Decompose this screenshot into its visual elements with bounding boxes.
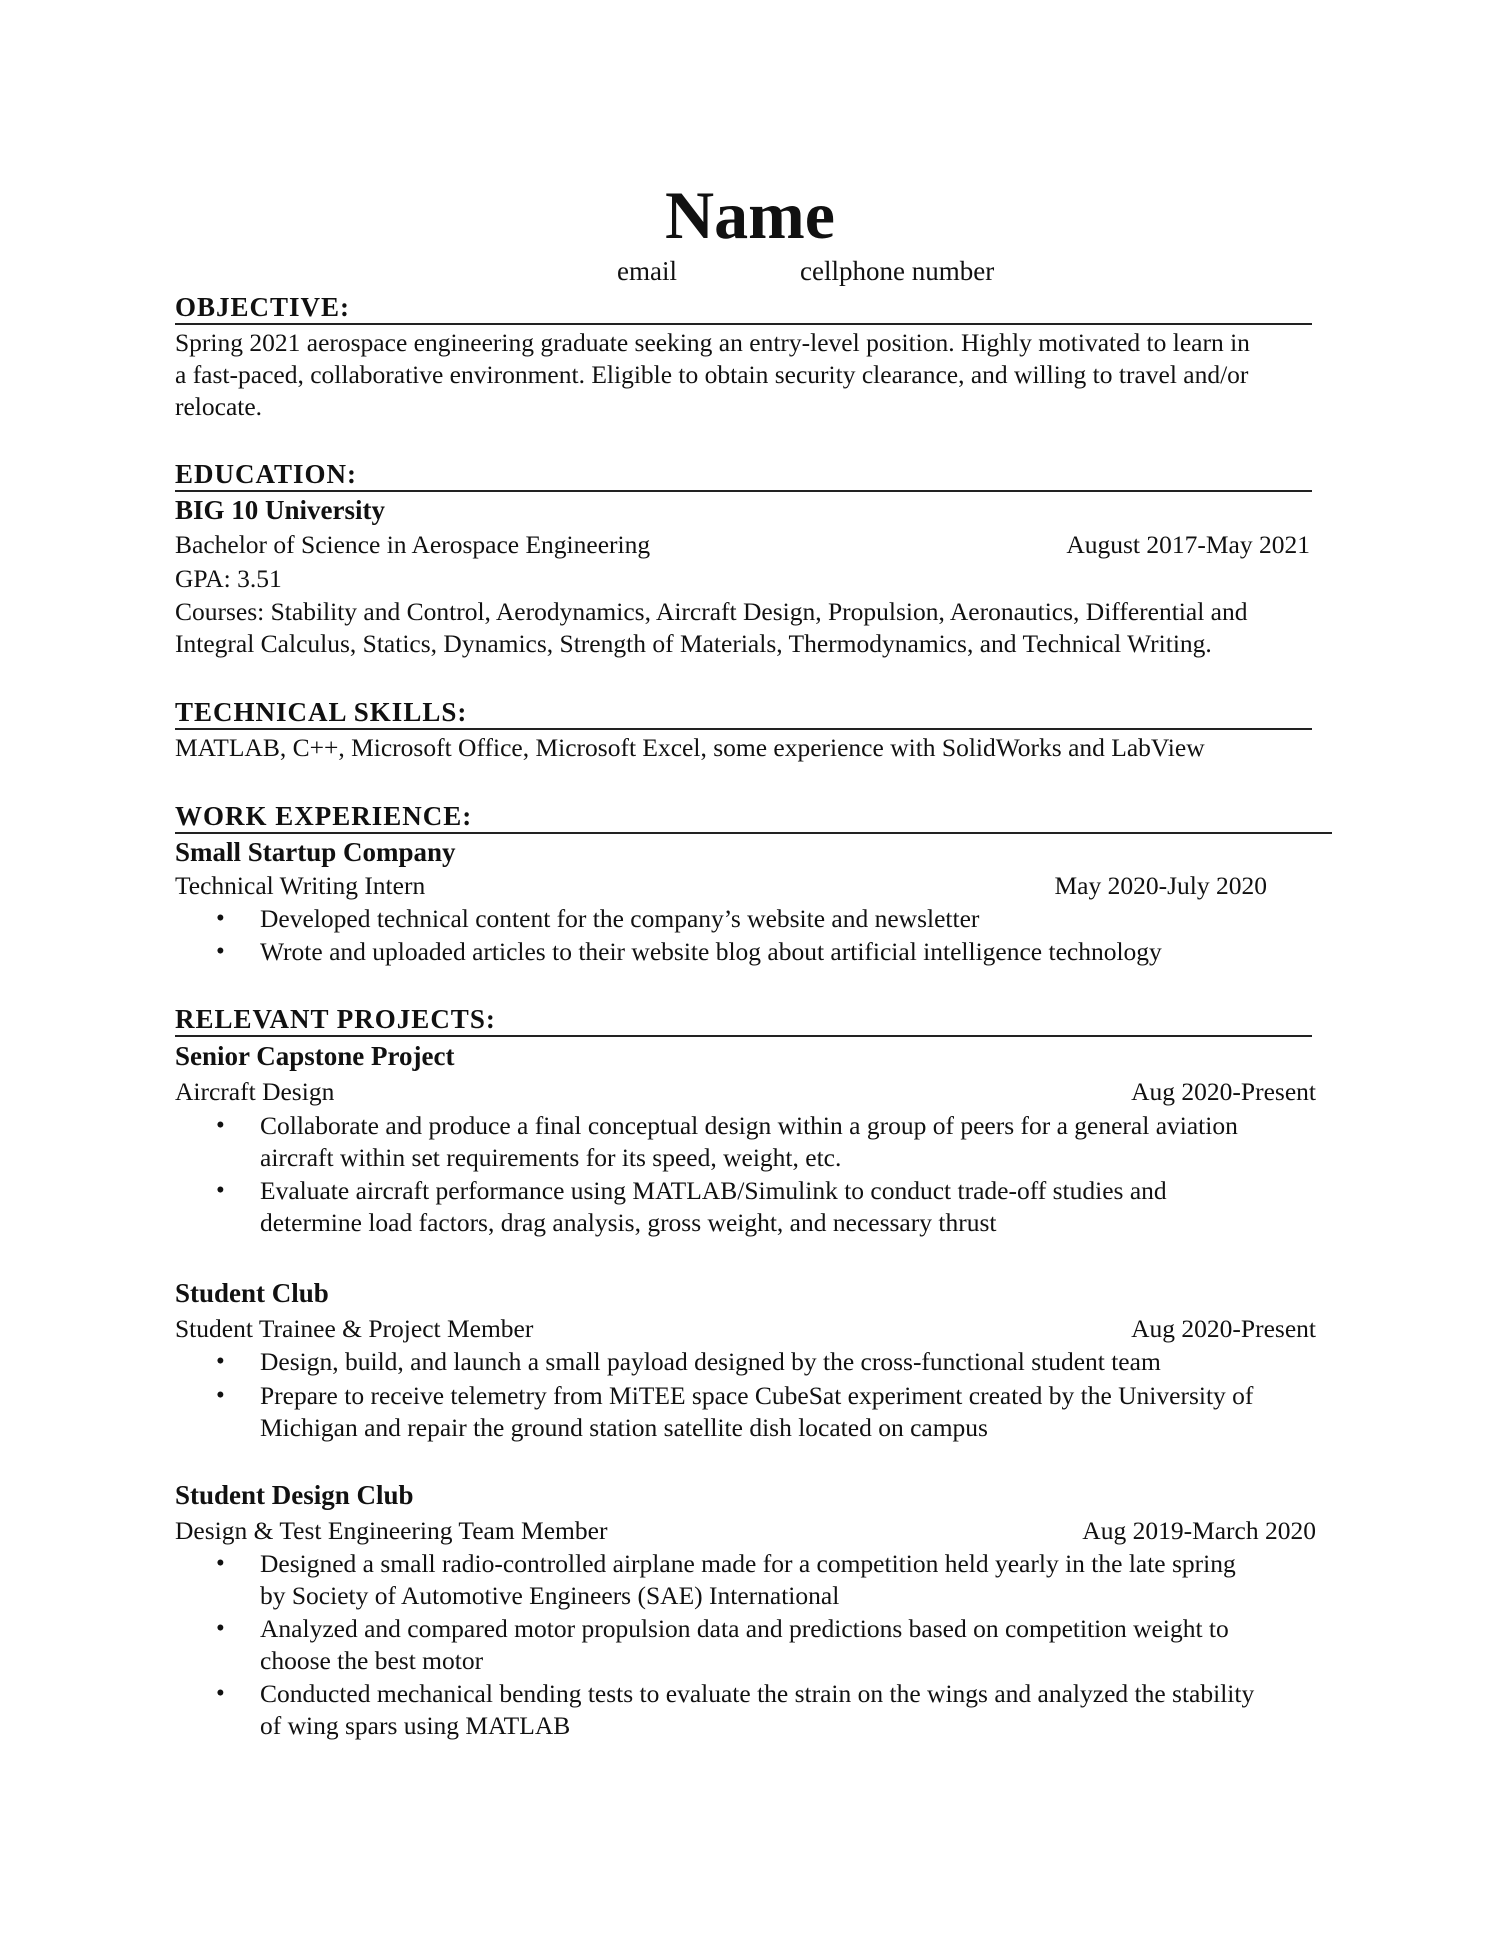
bullet: • xyxy=(216,1680,225,1707)
school-name: BIG 10 University xyxy=(175,495,386,525)
work-heading: WORK EXPERIENCE: xyxy=(175,801,473,831)
project-dates: Aug 2020-Present xyxy=(1131,1314,1316,1343)
project-bullet-line: Design, build, and launch a small payload designed by the cross-functional student team xyxy=(260,1347,1161,1376)
bullet: • xyxy=(216,1112,225,1139)
objective-line: Spring 2021 aerospace engineering graduate seeking an entry-level position. Highly motivated to learn in xyxy=(175,328,1250,357)
project-bullet-line: Conducted mechanical bending tests to evaluate the strain on the wings and analyzed the stability xyxy=(260,1679,1255,1708)
work-bullet: Wrote and uploaded articles to their website blog about artificial intelligence technology xyxy=(260,937,1162,966)
resume-name: Name xyxy=(665,177,835,253)
project-bullet-line: choose the best motor xyxy=(260,1646,484,1675)
project-dates: Aug 2019-March 2020 xyxy=(1082,1516,1316,1545)
work-dates: May 2020-July 2020 xyxy=(1054,871,1267,900)
bullet: • xyxy=(216,1615,225,1642)
bullet: • xyxy=(216,905,225,932)
project-bullet-line: determine load factors, drag analysis, gross weight, and necessary thrust xyxy=(260,1208,997,1237)
project-dates: Aug 2020-Present xyxy=(1131,1077,1316,1106)
work-role: Technical Writing Intern xyxy=(175,871,426,900)
project-role: Aircraft Design xyxy=(175,1077,335,1106)
project-role: Student Trainee & Project Member xyxy=(175,1314,534,1343)
skills-rule xyxy=(175,728,1312,730)
email: email xyxy=(617,256,677,286)
project-bullet-line: aircraft within set requirements for its speed, weight, etc. xyxy=(260,1143,842,1172)
education-rule xyxy=(175,490,1312,492)
education-dates: August 2017-May 2021 xyxy=(1066,530,1310,559)
project-bullet-line: Designed a small radio-controlled airplane made for a competition held yearly in the late spring xyxy=(260,1549,1236,1578)
project-bullet-line: Michigan and repair the ground station satellite dish located on campus xyxy=(260,1413,988,1442)
project-bullet-line: Prepare to receive telemetry from MiTEE space CubeSat experiment created by the University of xyxy=(260,1381,1254,1410)
bullet: • xyxy=(216,1382,225,1409)
courses-line: Integral Calculus, Statics, Dynamics, Strength of Materials, Thermodynamics, and Technical Writing. xyxy=(175,629,1212,658)
objective-rule xyxy=(175,323,1312,325)
project-role: Design & Test Engineering Team Member xyxy=(175,1516,608,1545)
bullet: • xyxy=(216,1177,225,1204)
project-bullet-line: by Society of Automotive Engineers (SAE) International xyxy=(260,1581,840,1610)
education-heading: EDUCATION: xyxy=(175,459,358,489)
skills-heading: TECHNICAL SKILLS: xyxy=(175,697,468,727)
company-name: Small Startup Company xyxy=(175,837,456,867)
gpa: GPA: 3.51 xyxy=(175,564,282,593)
project-name: Senior Capstone Project xyxy=(175,1041,455,1071)
courses-line: Courses: Stability and Control, Aerodynamics, Aircraft Design, Propulsion, Aeronautics, Differential and xyxy=(175,597,1248,626)
objective-line: relocate. xyxy=(175,392,263,421)
work-rule xyxy=(175,832,1332,834)
cellphone: cellphone number xyxy=(800,256,995,286)
bullet: • xyxy=(216,938,225,965)
skills-text: MATLAB, C++, Microsoft Office, Microsoft Excel, some experience with SolidWorks and LabView xyxy=(175,733,1205,762)
project-name: Student Club xyxy=(175,1278,329,1308)
project-bullet-line: of wing spars using MATLAB xyxy=(260,1711,571,1740)
project-bullet-line: Evaluate aircraft performance using MATLAB/Simulink to conduct trade-off studies and xyxy=(260,1176,1167,1205)
project-bullet-line: Analyzed and compared motor propulsion data and predictions based on competition weight to xyxy=(260,1614,1229,1643)
bullet: • xyxy=(216,1550,225,1577)
degree: Bachelor of Science in Aerospace Engineering xyxy=(175,530,651,559)
work-bullet: Developed technical content for the company’s website and newsletter xyxy=(260,904,980,933)
project-bullet-line: Collaborate and produce a final conceptual design within a group of peers for a general aviation xyxy=(260,1111,1238,1140)
objective-line: a fast-paced, collaborative environment. Eligible to obtain security clearance, and willing to travel and/or xyxy=(175,360,1249,389)
bullet: • xyxy=(216,1348,225,1375)
projects-heading: RELEVANT PROJECTS: xyxy=(175,1004,496,1034)
projects-rule xyxy=(175,1035,1312,1037)
objective-heading: OBJECTIVE: xyxy=(175,292,351,322)
project-name: Student Design Club xyxy=(175,1480,414,1510)
